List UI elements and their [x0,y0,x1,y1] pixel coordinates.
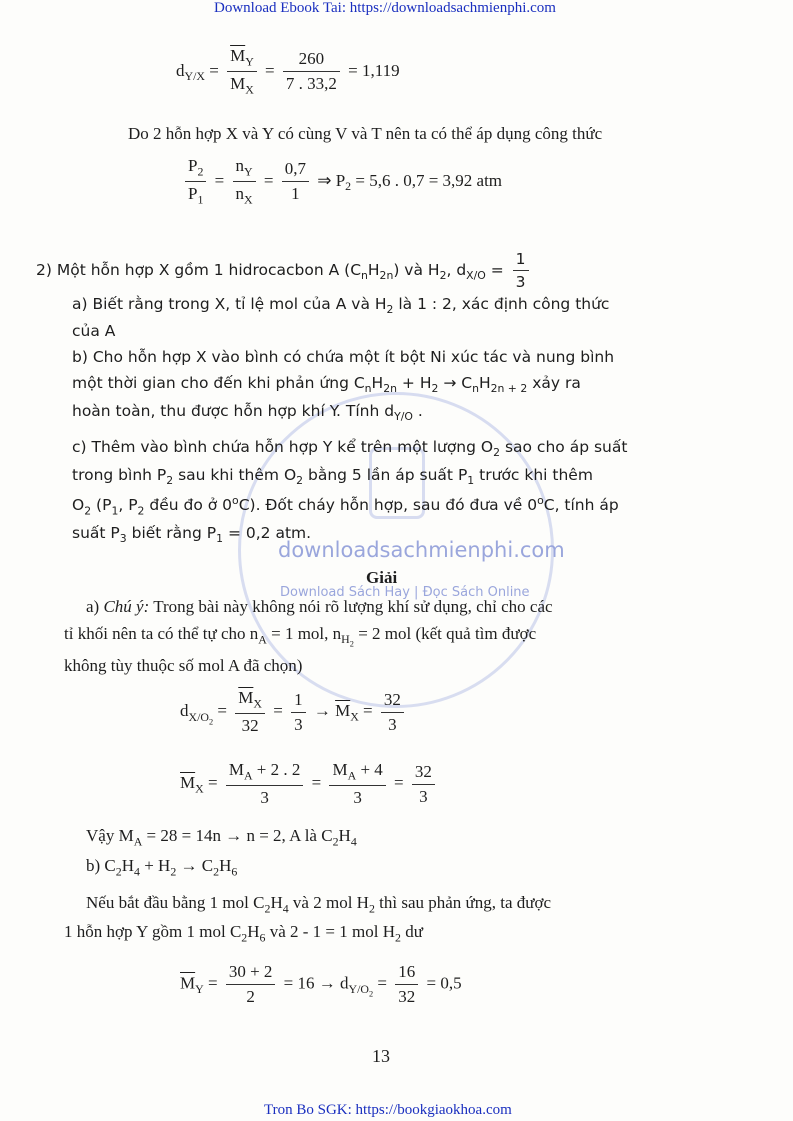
paragraph-same-vt: Do 2 hỗn hợp X và Y có cùng V và T nên ta có thể áp dụng công thức [128,124,603,143]
problem-part-c-line1: c) Thêm vào bình chứa hỗn hợp Y kể trên một lượng $O_2$ sao cho áp suất [72,438,628,460]
problem-part-c-line4: suất $P_3$ biết rằng $P_1 = 0,2$ atm. [72,524,312,546]
solution-vay-line: Vậy $M_A = 28 = 14n \to n = 2$, A là $C_2H_4$ [86,826,357,849]
watermark-text: downloadsachmienphi.com [278,538,565,562]
problem-part-b-line1: b) Cho hỗn hợp X vào bình có chứa một ít bột Ni xúc tác và nung bình [72,348,615,366]
problem-2-intro: 2) Một hỗn hợp X gồm 1 hidrocacbon A $(C_nH_{2n})$ và $H_2$, $d_{X/O}$ = $\frac{1}{3}$ [36,250,533,291]
problem-part-b-line2: một thời gian cho đến khi phản ứng $C_nH_{2n} + H_2 \to C_nH_{2n + 2}$ xảy ra [72,374,581,396]
watermark-subtext: Download Sách Hay | Đọc Sách Online [280,585,530,600]
problem-part-b-line3: hoàn toàn, thu được hỗn hợp khí Y. Tính $d_{Y/O}$ . [72,402,423,424]
solution-note-line2: tỉ khối nên ta có thể tự cho $n_A = 1$ mol, $n_{H_2} = 2$ mol (kết quả tìm được [64,624,537,649]
footer-sgk-link[interactable]: Tron Bo SGK: https://bookgiaokhoa.com [264,1102,512,1118]
problem-part-a-line1: a) Biết rằng trong X, tỉ lệ mol của A và $H_2$ là 1 : 2, xác định công thức [72,295,610,317]
equation-mx: $\overline{M}_X$ = $\frac{M_A + 2 . 2}{3}$ = $\frac{M_A + 4}{3}$ = $\frac{32}{3}$ [180,760,439,808]
solution-neu-line1: Nếu bắt đầu bằng 1 mol $C_2H_4$ và 2 mol $H_2$ thì sau phản ứng, ta được [86,893,552,916]
solution-heading: Giải [366,568,398,587]
equation-my: $\overline{M}_Y$ = $\frac{30 + 2}{2}$ = $16 \to d_{Y/O_2}$ = $\frac{16}{32}$ = 0,5 [180,962,462,1006]
solution-note-line3: không tùy thuộc số mol A đã chọn) [64,656,303,675]
problem-part-c-line2: trong bình $P_2$ sau khi thêm $O_2$ bằng 5 lần áp suất $P_1$ trước khi thêm [72,466,593,488]
equation-dxo2: $d_{X/O_2}$ = $\frac{\overline{M}_X}{32}$ = $\frac{1}{3}$ → $\overline{M}_X$ = $\frac{32}{3}$ [180,688,408,736]
problem-part-a-line2: của A [72,322,116,340]
equation-pressure: $\frac{P_2}{P_1}$ = $\frac{n_Y}{n_X}$ = $\frac{0,7}{1}$ ⇒ $P_2 = 5,6$ . 0,7 = 3,92 atm [181,156,502,208]
page-number: 13 [372,1046,390,1066]
solution-note-line1: a) Chú ý: Trong bài này không nói rõ lượng khí sử dụng, chỉ cho các [86,597,553,616]
header-download-link[interactable]: Download Ebook Tai: https://downloadsachmienphi.com [214,0,556,16]
solution-part-b-reaction: b) $C_2H_4 + H_2 \to C_2H_6$ [86,856,238,879]
equation-dyx: $d_{Y/X}$ = $\frac{\overline{M}_Y}{M_X}$ = $\frac{260}{7 . 33,2}$ = 1,119 [176,46,400,97]
problem-part-c-line3: $O_2$ ($P_1$, $P_2$ đều đo ở 0$^o$C). Đốt cháy hỗn hợp, sau đó đưa về 0$^o$C, tính áp [72,494,619,518]
solution-neu-line2: 1 hỗn hợp Y gồm 1 mol $C_2H_6$ và 2 - 1 = 1 mol $H_2$ dư [64,922,423,945]
